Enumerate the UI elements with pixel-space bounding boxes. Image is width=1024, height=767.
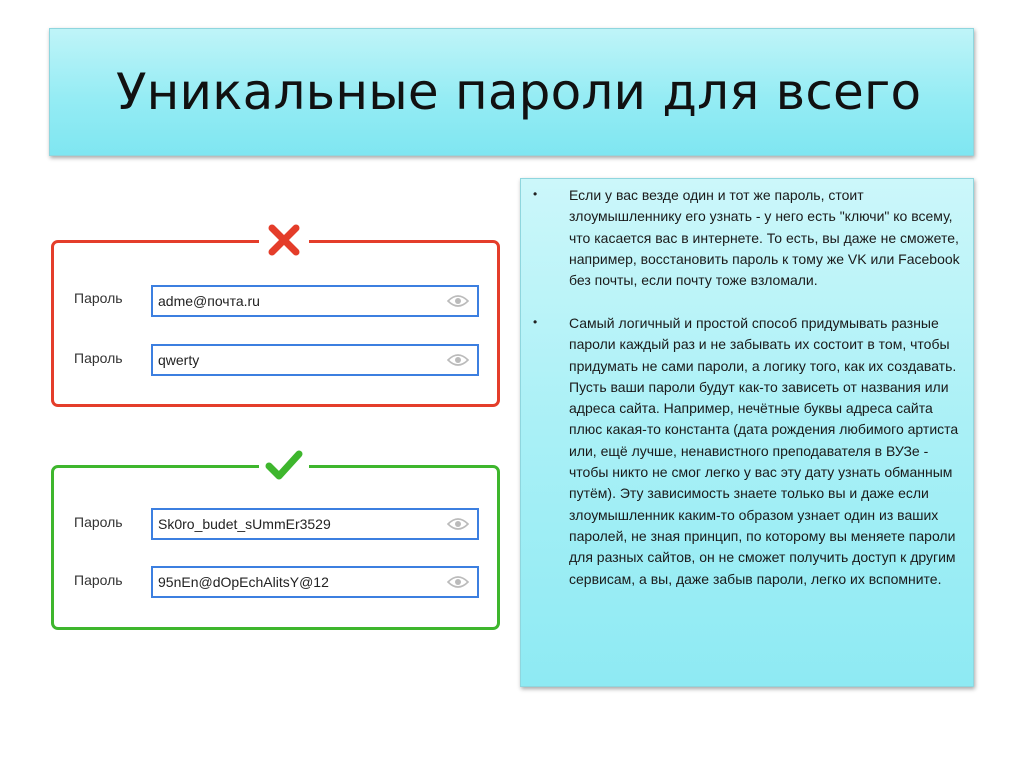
password-label: Пароль — [74, 572, 123, 588]
eye-icon[interactable] — [447, 517, 469, 531]
password-field[interactable] — [151, 508, 479, 540]
bullet-text: Если у вас везде один и тот же пароль, стоит злоумышленнику его узнать - у него есть "ключи" ко всему, что касается вас в интернете. То есть, вы даже не сможете, например, восстановить пароль к тому же VK или Facebook без почты, если почту тоже взломали. — [569, 187, 960, 289]
password-field[interactable] — [151, 566, 479, 598]
password-label: Пароль — [74, 514, 123, 530]
password-label: Пароль — [74, 350, 123, 366]
password-field[interactable] — [151, 344, 479, 376]
red-x-icon — [259, 218, 309, 262]
bullet-marker: • — [533, 315, 538, 329]
slide-title: Уникальные пароли для всего — [116, 63, 922, 121]
good-password-example — [51, 465, 500, 630]
eye-icon[interactable] — [447, 294, 469, 308]
password-value: adme@почта.ru — [158, 293, 260, 309]
password-value: Sk0ro_budet_sUmmEr3529 — [158, 516, 331, 532]
bullet-text: Самый логичный и простой способ придумывать разные пароли каждый раз и не забывать их состоит в том, чтобы придумать не сами пароли, а логику того, как их создавать. Пусть ваши пароли будут как-то зависеть от названия или адреса сайта. Например, нечётные буквы адреса сайта плюс какая-то константа (дата рождения любимого артиста или, ещё лучше, ненавистного преподавателя в ВУЗе - чтобы никто не смог легко у вас эту дату узнать обманным путём). Эту зависимость знаете только вы и даже если злоумышленник каким-то образом узнает один из ваших паролей, не зная принцип, по которому вы меняете пароли для разных сайтов, он не сможет получить доступ к другим сервисам, а вы, даже забыв пароли, легко их вспомните. — [569, 315, 959, 587]
title-box — [49, 28, 974, 156]
eye-icon[interactable] — [447, 575, 469, 589]
password-field[interactable] — [151, 285, 479, 317]
bad-password-example — [51, 240, 500, 407]
password-value: qwerty — [158, 352, 200, 368]
eye-icon[interactable] — [447, 353, 469, 367]
password-value: 95nEn@dOpEchAlitsY@12 — [158, 574, 329, 590]
password-label: Пароль — [74, 290, 123, 306]
explanation-text-box — [520, 178, 974, 687]
bullet-marker: • — [533, 187, 538, 201]
green-check-icon — [259, 443, 309, 487]
